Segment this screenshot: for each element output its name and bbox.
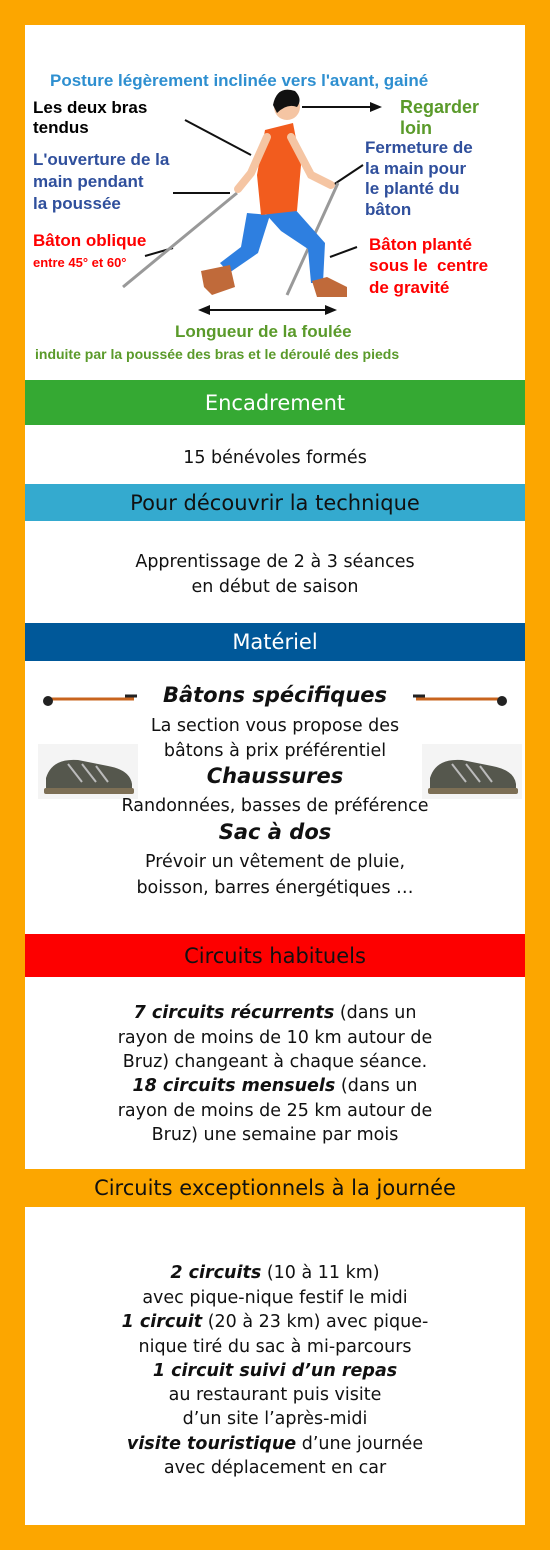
circuits-18-bold: 18 circuits mensuels <box>132 1076 336 1096</box>
technique-header <box>25 484 525 521</box>
circuits-header <box>25 934 525 977</box>
exceptionnels-d-bold: visite touristique <box>126 1434 297 1454</box>
exceptionnels-b-line2: nique tiré du sac à mi-parcours <box>138 1337 412 1357</box>
circuits-18-line1: 18 circuits mensuels (dans un <box>132 1076 418 1096</box>
angle-label: entre 45° et 60° <box>33 255 127 270</box>
technique-panel <box>25 521 525 623</box>
circuits-7-line1: 7 circuits récurrents (dans un <box>133 1003 417 1023</box>
walker-figure <box>25 25 525 380</box>
technique-line1: Apprentissage de 2 à 3 séances <box>135 552 415 572</box>
circuits-7-bold: 7 circuits récurrents <box>133 1003 335 1023</box>
sac-line2: boisson, barres énergétiques … <box>136 878 414 898</box>
encadrement-header <box>25 380 525 425</box>
close-hand-label: Fermeture de la main pour le planté du bâton <box>365 138 473 220</box>
encadrement-text: 15 bénévoles formés <box>183 448 367 468</box>
circuits-7-line2: rayon de moins de 10 km autour de <box>117 1028 433 1048</box>
planted-label: Bâton planté sous le centre de gravité <box>369 235 489 297</box>
chaussures-text: Randonnées, basses de préférence <box>121 796 429 816</box>
sac-line1: Prévoir un vêtement de pluie, <box>144 852 406 872</box>
arms-label: Les deux bras tendus <box>33 98 148 137</box>
circuits-7-line3: Bruz) changeant à chaque séance. <box>122 1052 428 1072</box>
circuits-18-line3: Bruz) une semaine par mois <box>151 1125 399 1145</box>
open-hand-label: L'ouverture de la main pendant la poussée <box>33 150 170 213</box>
materiel-header <box>25 623 525 661</box>
exceptionnels-d-line1: visite touristique d’une journée <box>126 1434 424 1454</box>
circuits-18-line2: rayon de moins de 25 km autour de <box>117 1101 433 1121</box>
technique-title: Pour découvrir la technique <box>130 490 420 515</box>
exceptionnels-c-bold: 1 circuit suivi d’un repas <box>152 1361 398 1381</box>
batons-line2: bâtons à prix préférentiel <box>163 741 387 761</box>
circuits-title: Circuits habituels <box>184 943 366 968</box>
batons-line1: La section vous propose des <box>150 716 400 736</box>
materiel-panel <box>25 661 525 934</box>
exceptionnels-a-line1: 2 circuits (10 à 11 km) <box>170 1263 380 1283</box>
exceptionnels-d-line2: avec déplacement en car <box>163 1458 387 1478</box>
exceptionnels-c-line1: au restaurant puis visite <box>168 1385 382 1405</box>
exceptionnels-a-line2: avec pique-nique festif le midi <box>142 1288 408 1308</box>
look-far-label: Regarder loin <box>400 97 480 138</box>
technique-line2: en début de saison <box>191 577 359 597</box>
stride-sub-label: induite par la poussée des bras et le déroulé des pieds <box>35 346 400 362</box>
exceptionnels-header <box>25 1169 525 1207</box>
exceptionnels-b-bold: 1 circuit <box>121 1312 203 1332</box>
sac-title: Sac à dos <box>218 820 332 844</box>
exceptionnels-a-bold: 2 circuits <box>170 1263 262 1283</box>
exceptionnels-b-line1: 1 circuit (20 à 23 km) avec pique- <box>121 1312 429 1332</box>
materiel-title: Matériel <box>232 630 318 654</box>
circuits-panel <box>25 977 525 1169</box>
batons-title: Bâtons spécifiques <box>162 683 388 707</box>
encadrement-title: Encadrement <box>204 390 346 415</box>
oblique-label: Bâton oblique <box>33 231 147 250</box>
exceptionnels-title: Circuits exceptionnels à la journée <box>94 1176 456 1200</box>
illustration-panel <box>25 25 525 380</box>
chaussures-title: Chaussures <box>206 764 344 788</box>
exceptionnels-panel <box>25 1207 525 1525</box>
encadrement-panel <box>25 425 525 484</box>
stride-label: Longueur de la foulée <box>175 322 352 341</box>
exceptionnels-c-line2: d’un site l’après-midi <box>182 1409 368 1429</box>
posture-label: Posture légèrement inclinée vers l'avant, gainé <box>50 71 429 90</box>
